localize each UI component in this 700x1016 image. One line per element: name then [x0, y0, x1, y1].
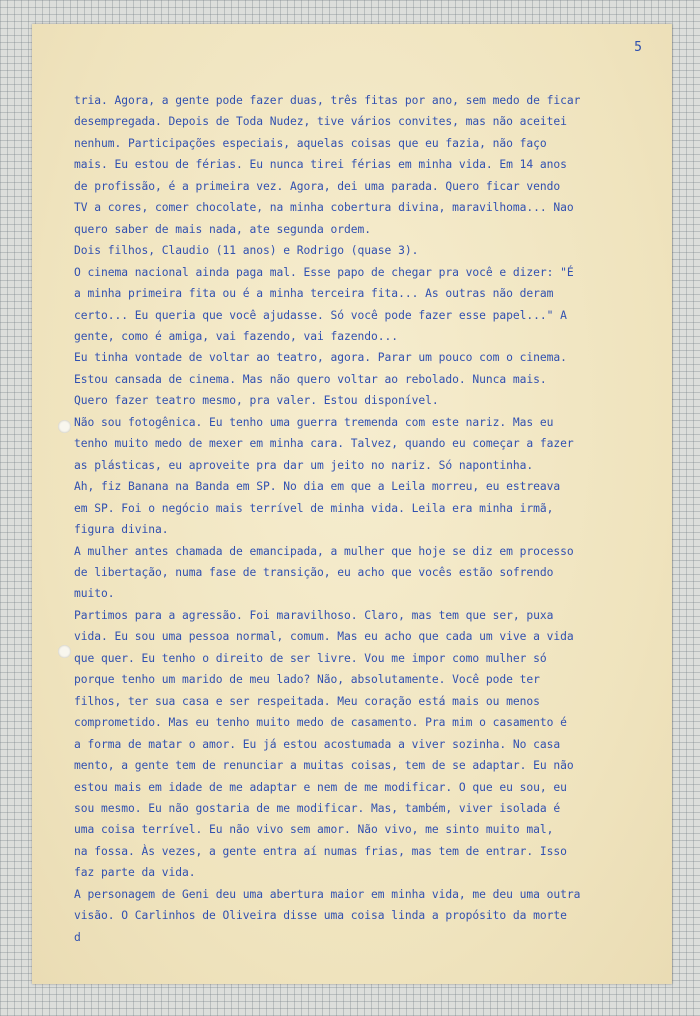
text-line: tenho muito medo de mexer em minha cara. Talvez, quando eu começar a fazer: [74, 437, 574, 451]
text-line: de profissão, é a primeira vez. Agora, dei uma parada. Quero ficar vendo: [74, 179, 561, 193]
text-line: as plásticas, eu aproveite pra dar um jeito no nariz. Só napontinha.: [74, 458, 534, 472]
text-line: a forma de matar o amor. Eu já estou acostumada a viver sozinha. No casa: [74, 737, 561, 751]
text-line: Eu tinha vontade de voltar ao teatro, agora. Parar um pouco com o cinema.: [74, 351, 567, 365]
text-line: em SP. Foi o negócio mais terrível de minha vida. Leila era minha irmã,: [74, 501, 554, 515]
text-line: O cinema nacional ainda paga mal. Esse papo de chegar pra você e dizer: "É: [74, 265, 574, 279]
text-line: uma coisa terrível. Eu não vivo sem amor. Não vivo, me sinto muito mal,: [74, 823, 554, 837]
text-line: figura divina.: [74, 523, 169, 537]
text-line: visão. O Carlinhos de Oliveira disse uma coisa linda a propósito da morte: [74, 909, 567, 923]
text-line: TV a cores, comer chocolate, na minha cobertura divina, maravilhoma... Nao: [74, 201, 574, 215]
punch-hole-top: [58, 420, 71, 433]
text-line: mento, a gente tem de renunciar a muitas coisas, tem de se adaptar. Eu não: [74, 759, 574, 773]
text-line: desempregada. Depois de Toda Nudez, tive vários convites, mas não aceitei: [74, 115, 567, 129]
typewritten-text: [74, 90, 644, 948]
text-line: tria. Agora, a gente pode fazer duas, três fitas por ano, sem medo de ficar: [74, 94, 581, 107]
text-line: sou mesmo. Eu não gostaria de me modificar. Mas, também, viver isolada é: [74, 801, 561, 815]
text-line: Partimos para a agressão. Foi maravilhoso. Claro, mas tem que ser, puxa: [74, 608, 554, 622]
text-line: certo... Eu queria que você ajudasse. Só você pode fazer esse papel..." A: [74, 308, 567, 322]
text-line: Ah, fiz Banana na Banda em SP. No dia em que a Leila morreu, eu estreava: [74, 480, 561, 494]
text-line: A mulher antes chamada de emancipada, a mulher que hoje se diz em processo: [74, 544, 574, 558]
text-line: Quero fazer teatro mesmo, pra valer. Estou disponível.: [74, 394, 439, 408]
text-line: vida. Eu sou uma pessoa normal, comum. Mas eu acho que cada um vive a vida: [74, 630, 574, 644]
text-line: quero saber de mais nada, ate segunda ordem.: [74, 222, 372, 236]
text-line: nenhum. Participações especiais, aquelas coisas que eu fazia, não faço: [74, 136, 547, 150]
text-line: na fossa. Às vezes, a gente entra aí numas frias, mas tem de entrar. Isso: [74, 844, 567, 858]
text-line: Dois filhos, Claudio (11 anos) e Rodrigo (quase 3).: [74, 244, 419, 258]
text-line: comprometido. Mas eu tenho muito medo de casamento. Pra mim o casamento é: [74, 716, 567, 730]
text-line: Não sou fotogênica. Eu tenho uma guerra tremenda com este nariz. Mas eu: [74, 415, 554, 429]
text-line: Estou cansada de cinema. Mas não quero voltar ao rebolado. Nunca mais.: [74, 372, 547, 386]
text-line: de libertação, numa fase de transição, eu acho que vocês estão sofrendo: [74, 565, 554, 579]
text-line: que quer. Eu tenho o direito de ser livre. Vou me impor como mulher só: [74, 651, 547, 665]
text-line: mais. Eu estou de férias. Eu nunca tirei férias em minha vida. Em 14 anos: [74, 158, 567, 172]
text-line: A personagem de Geni deu uma abertura maior em minha vida, me deu uma outra: [74, 887, 581, 901]
text-line: d: [74, 930, 81, 944]
text-line: filhos, ter sua casa e ser respeitada. Meu coração está mais ou menos: [74, 694, 540, 708]
punch-hole-bottom: [58, 645, 71, 658]
text-line: porque tenho um marido de meu lado? Não, absolutamente. Você pode ter: [74, 673, 540, 687]
page-number: 5: [634, 40, 642, 55]
text-line: gente, como é amiga, vai fazendo, vai fazendo...: [74, 329, 399, 343]
text-line: muito.: [74, 587, 115, 601]
text-line: estou mais em idade de me adaptar e nem de me modificar. O que eu sou, eu: [74, 780, 567, 794]
text-line: faz parte da vida.: [74, 866, 196, 880]
text-line: a minha primeira fita ou é a minha terceira fita... As outras não deram: [74, 287, 554, 301]
typewritten-page: [32, 24, 672, 984]
